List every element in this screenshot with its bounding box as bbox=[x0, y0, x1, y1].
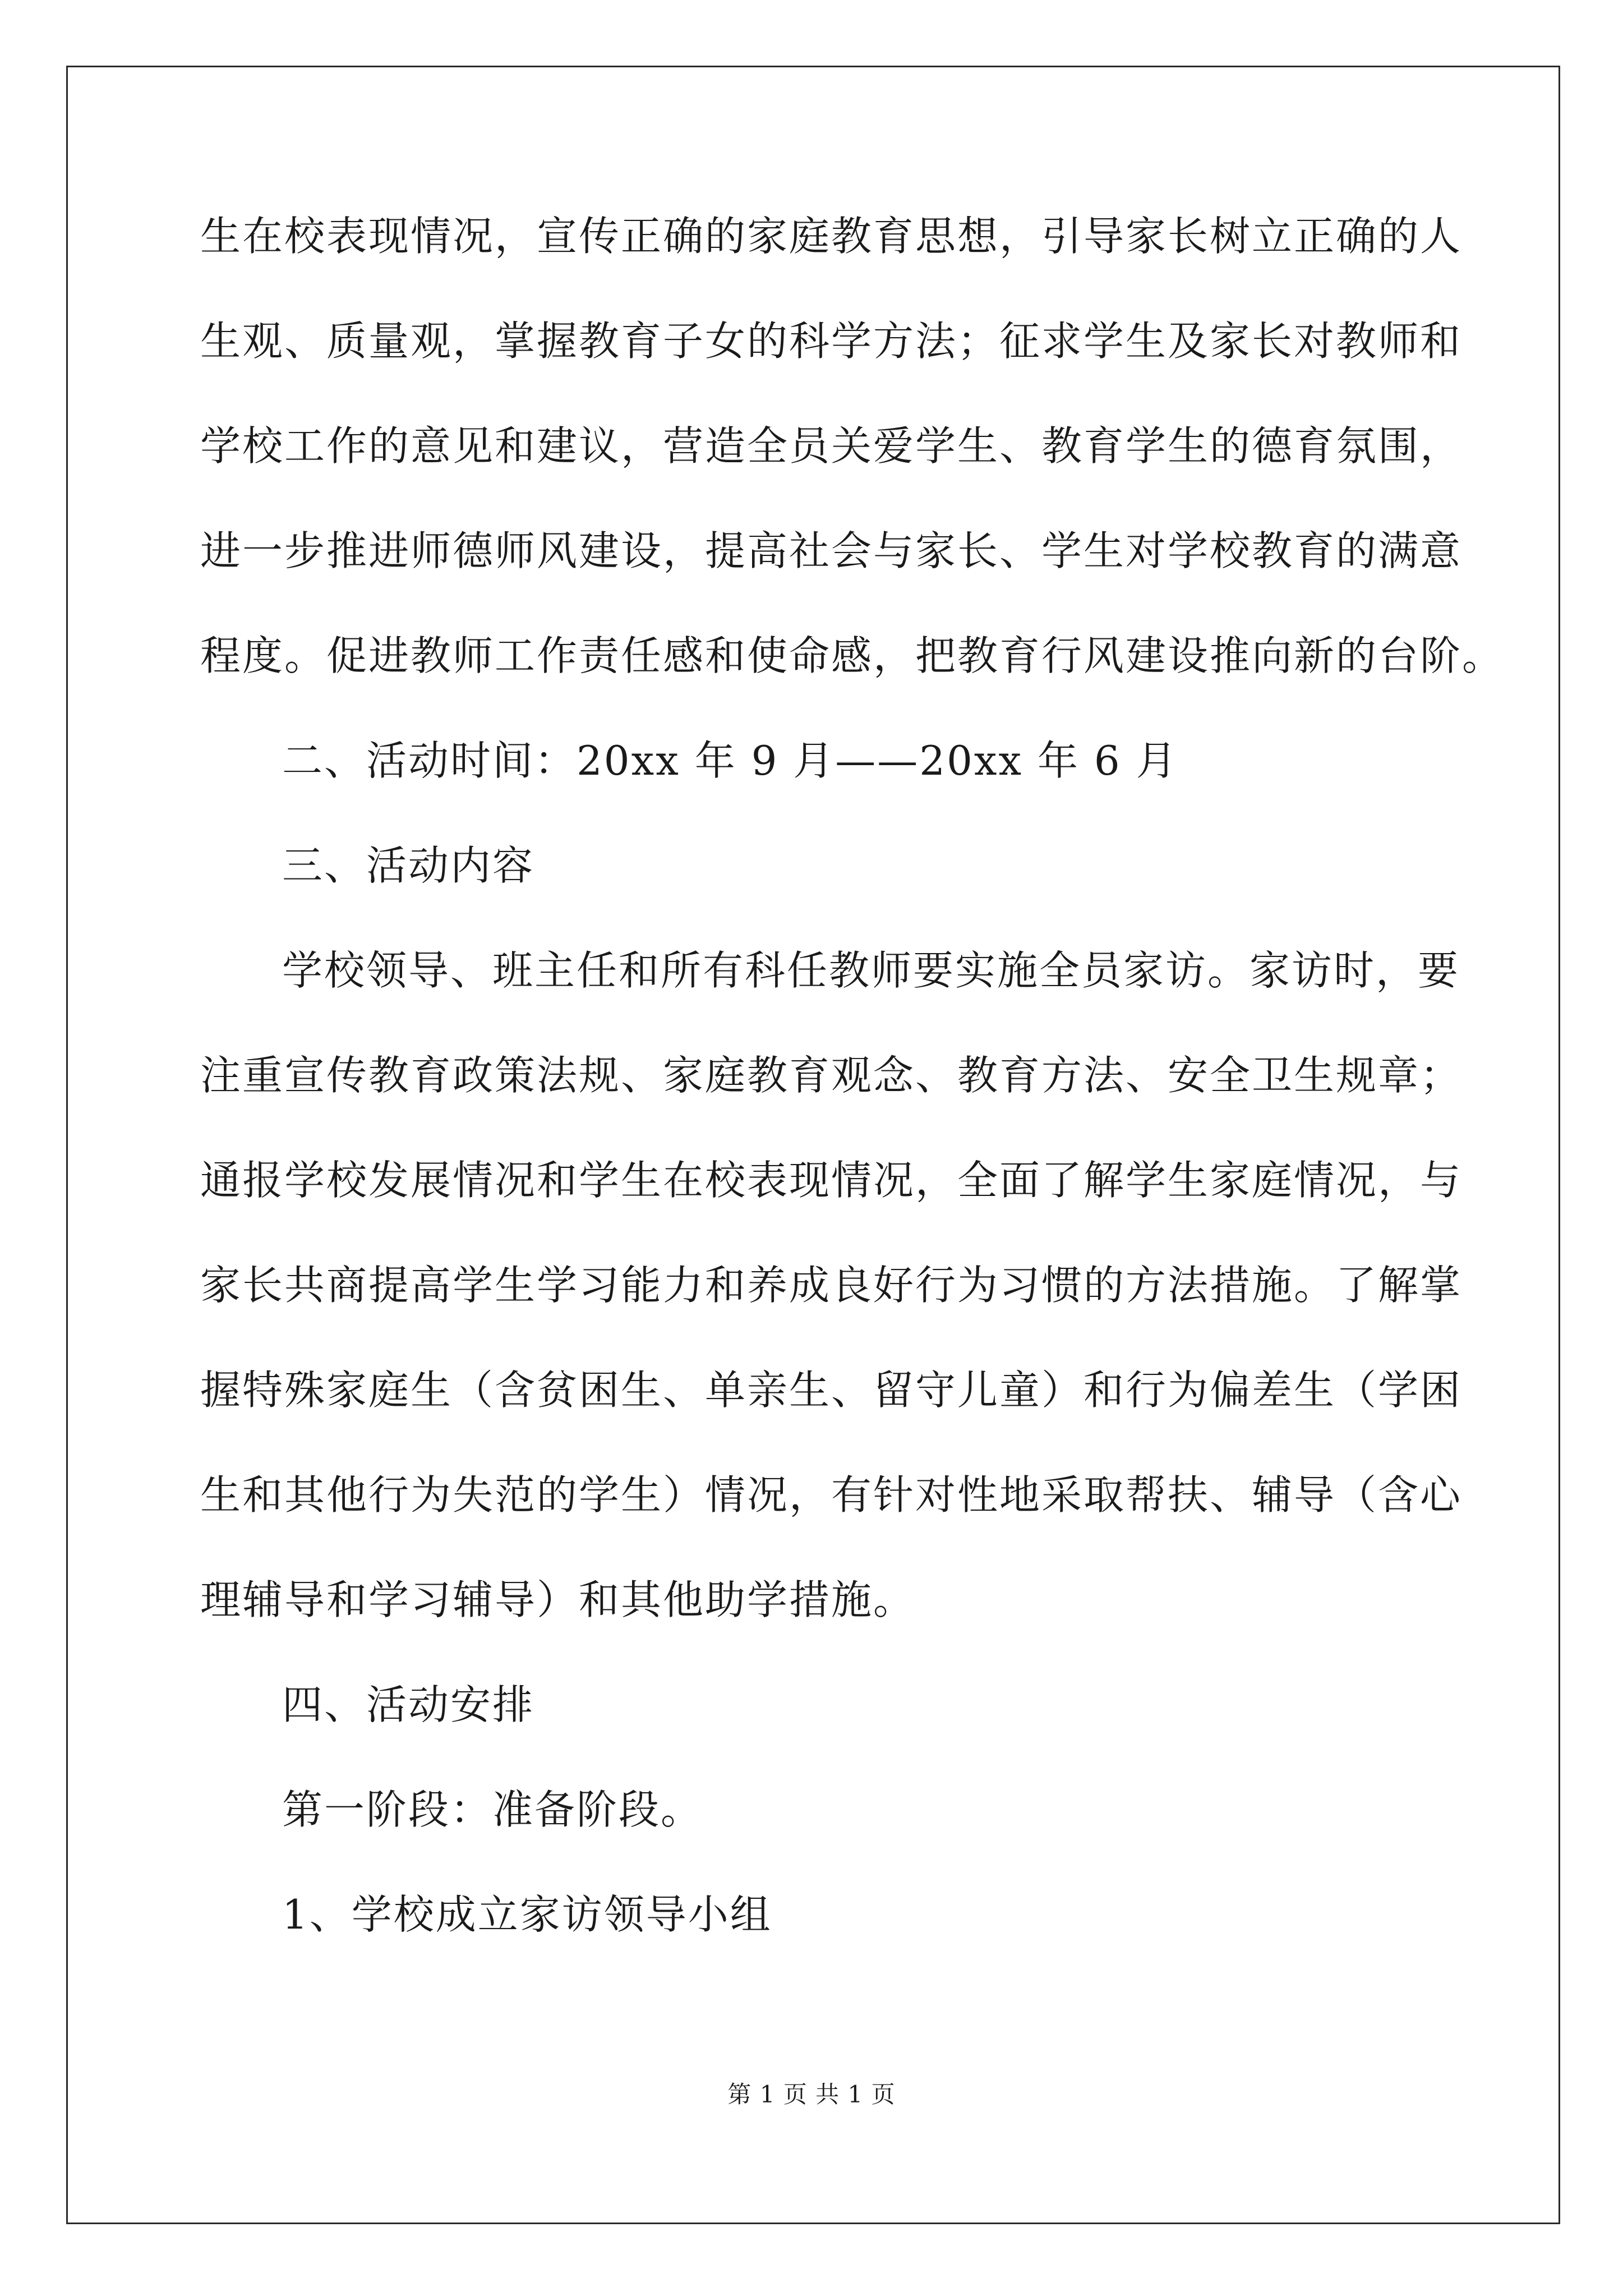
page-number-footer: 第 1 页 共 1 页 bbox=[727, 2081, 896, 2108]
paragraph-line: 学校领导、班主任和所有科任教师要实施全员家访。家访时，要 bbox=[282, 947, 1460, 994]
paragraph-line: 生在校表现情况，宣传正确的家庭教育思想，引导家长树立正确的人 bbox=[200, 213, 1463, 260]
paragraph-line: 程度。促进教师工作责任感和使命感，把教育行风建设推向新的台阶。 bbox=[200, 632, 1505, 679]
section-heading-activity-arrangement: 四、活动安排 bbox=[282, 1681, 535, 1728]
paragraph-line: 生观、质量观，掌握教育子女的科学方法；征求学生及家长对教师和 bbox=[200, 318, 1463, 365]
list-item: 1、学校成立家访领导小组 bbox=[282, 1891, 772, 1938]
paragraph-line: 进一步推进师德师风建设，提高社会与家长、学生对学校教育的满意 bbox=[200, 527, 1463, 574]
section-heading-activity-time: 二、活动时间：20xx 年 9 月——20xx 年 6 月 bbox=[282, 737, 1178, 784]
document-body bbox=[200, 213, 1505, 1999]
paragraph-line: 理辅导和学习辅导）和其他助学措施。 bbox=[200, 1576, 916, 1623]
paragraph-line: 通报学校发展情况和学生在校表现情况，全面了解学生家庭情况，与 bbox=[200, 1157, 1463, 1204]
paragraph-line: 家长共商提高学生学习能力和养成良好行为习惯的方法措施。了解掌 bbox=[200, 1262, 1463, 1309]
paragraph-line: 握特殊家庭生（含贫困生、单亲生、留守儿童）和行为偏差生（学困 bbox=[200, 1366, 1463, 1414]
section-heading-activity-content: 三、活动内容 bbox=[282, 842, 535, 889]
paragraph-line: 学校工作的意见和建议，营造全员关爱学生、教育学生的德育氛围， bbox=[200, 422, 1463, 470]
paragraph-line: 注重宣传教育政策法规、家庭教育观念、教育方法、安全卫生规章； bbox=[200, 1052, 1463, 1099]
paragraph-line: 生和其他行为失范的学生）情况，有针对性地采取帮扶、辅导（含心 bbox=[200, 1471, 1463, 1519]
stage-heading: 第一阶段：准备阶段。 bbox=[282, 1786, 703, 1833]
